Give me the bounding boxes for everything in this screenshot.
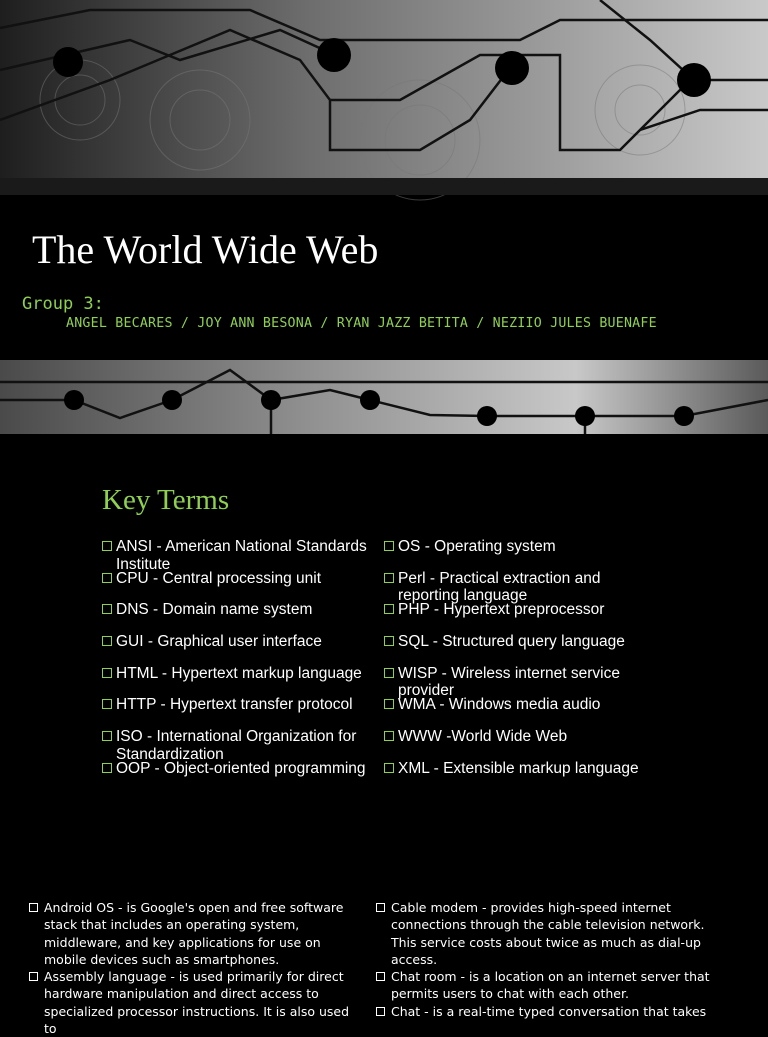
title-slide [0, 0, 768, 434]
slide-title: The World Wide Web [32, 227, 379, 272]
definitions-right-column [375, 899, 710, 1020]
circuit-banner-bottom [0, 360, 768, 434]
checkbox-bullet-icon [102, 731, 112, 741]
checkbox-bullet-icon [102, 699, 112, 709]
authors-list: ANGEL BECARES / JOY ANN BESONA / RYAN JAZZ BETITA / NEZIIO JULES BUENAFE [66, 316, 657, 331]
definitions-left-column [28, 899, 358, 1037]
checkbox-bullet-icon [384, 699, 394, 709]
checkbox-bullet-icon [384, 541, 394, 551]
definition-item: Chat - is a real-time typed conversation that takes [375, 1003, 710, 1020]
group-label: Group 3: [22, 294, 104, 314]
checkbox-bullet-icon [102, 763, 112, 773]
checkbox-bullet-icon [384, 668, 394, 678]
key-term-item: Perl - Practical extraction and reporting language [384, 570, 669, 602]
key-term-item: DNS - Domain name system [102, 601, 387, 633]
key-terms-right-column [384, 538, 669, 792]
checkbox-bullet-icon [29, 903, 38, 912]
circuit-banner-top [0, 0, 768, 195]
key-term-item: ANSI - American National Standards Institute [102, 538, 387, 570]
key-term-item: CPU - Central processing unit [102, 570, 387, 602]
definition-item: Assembly language - is used primarily for direct hardware manipulation and direct access to specialized processor instructions. It is also used to [28, 968, 358, 1037]
key-term-item: WMA - Windows media audio [384, 696, 669, 728]
key-term-item: SQL - Structured query language [384, 633, 669, 665]
checkbox-bullet-icon [102, 668, 112, 678]
definition-item: Android OS - is Google's open and free software stack that includes an operating system, middleware, and key applications for use on mobile devices such as smartphones. [28, 899, 358, 968]
checkbox-bullet-icon [384, 604, 394, 614]
key-term-item: GUI - Graphical user interface [102, 633, 387, 665]
checkbox-bullet-icon [384, 573, 394, 583]
checkbox-bullet-icon [384, 731, 394, 741]
key-term-item: ISO - International Organization for Standardization [102, 728, 387, 760]
key-term-item: OOP - Object-oriented programming [102, 760, 387, 792]
key-terms-left-column [102, 538, 387, 792]
definitions-slide [0, 868, 768, 1037]
key-terms-heading: Key Terms [102, 484, 230, 516]
definition-item: Cable modem - provides high-speed internet connections through the cable television network. This service costs about twice as much as dial-up access. [375, 899, 710, 968]
checkbox-bullet-icon [384, 763, 394, 773]
checkbox-bullet-icon [376, 1007, 385, 1016]
key-term-item: WWW -World Wide Web [384, 728, 669, 760]
key-term-item: PHP - Hypertext preprocessor [384, 601, 669, 633]
definition-item: Chat room - is a location on an internet server that permits users to chat with each other. [375, 968, 710, 1003]
checkbox-bullet-icon [376, 972, 385, 981]
circuit-board-graphic [0, 360, 768, 434]
key-term-item: WISP - Wireless internet service provider [384, 665, 669, 697]
checkbox-bullet-icon [102, 573, 112, 583]
checkbox-bullet-icon [102, 541, 112, 551]
checkbox-bullet-icon [102, 604, 112, 614]
checkbox-bullet-icon [102, 636, 112, 646]
key-term-item: HTTP - Hypertext transfer protocol [102, 696, 387, 728]
checkbox-bullet-icon [29, 972, 38, 981]
key-term-item: OS - Operating system [384, 538, 669, 570]
key-term-item: XML - Extensible markup language [384, 760, 669, 792]
checkbox-bullet-icon [384, 636, 394, 646]
circuit-board-graphic [0, 0, 768, 195]
key-term-item: HTML - Hypertext markup language [102, 665, 387, 697]
key-terms-slide [0, 434, 768, 868]
checkbox-bullet-icon [376, 903, 385, 912]
